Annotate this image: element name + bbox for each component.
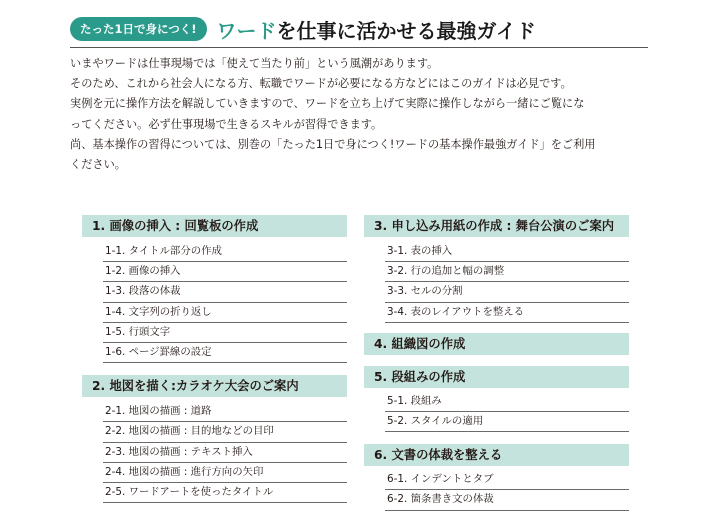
toc-item: 6-2. 箇条書き文の体裁 <box>385 490 629 510</box>
toc-item: 5-1. 段組み <box>385 392 629 412</box>
toc-item: 5-2. スタイルの適用 <box>385 412 629 432</box>
toc-item: 1-2. 画像の挿入 <box>103 262 347 282</box>
intro-text <box>70 54 670 175</box>
section-6-list <box>385 470 629 510</box>
intro-line: 尚、基本操作の習得については、別巻の「たった1日で身につく!ワードの基本操作最強ガイド」をご利用 <box>70 137 596 151</box>
toc-item: 1-6. ページ罫線の設定 <box>103 343 347 363</box>
section-5-list <box>385 392 629 432</box>
toc-item: 2-1. 地図の描画 : 道路 <box>103 402 347 422</box>
section-3-list <box>385 242 629 323</box>
intro-line: そのため、これから社会人になる方、転職でワードが必要になる方などにはこのガイドは必見です。 <box>70 77 572 91</box>
toc-item: 2-3. 地図の描画 : テキスト挿入 <box>103 443 347 463</box>
title-accent: ワード <box>216 18 277 43</box>
toc-item: 2-2. 地図の描画 : 目的地などの目印 <box>103 422 347 442</box>
section-1-heading: 1. 画像の挿入 : 回覧板の作成 <box>82 215 347 237</box>
toc-item: 1-4. 文字列の折り返し <box>103 303 347 323</box>
toc-item: 3-4. 表のレイアウトを整える <box>385 303 629 323</box>
header-rule <box>70 47 648 48</box>
section-2-heading: 2. 地図を描く:カラオケ大会のご案内 <box>82 375 347 397</box>
toc-item: 2-5. ワードアートを使ったタイトル <box>103 483 347 503</box>
page-header <box>70 12 648 46</box>
section-6-heading: 6. 文書の体裁を整える <box>364 444 629 466</box>
intro-line: ください。 <box>70 158 126 172</box>
section-5-heading: 5. 段組みの作成 <box>364 366 629 388</box>
toc-item: 1-3. 段落の体裁 <box>103 282 347 302</box>
toc-item: 1-5. 行頭文字 <box>103 323 347 343</box>
toc-item: 6-1. インデントとタブ <box>385 470 629 490</box>
toc-right-column <box>364 215 629 511</box>
intro-line: 実例を元に操作方法を解説していきますので、ワードを立ち上げて実際に操作しながら一緒にご覧にな <box>70 97 585 111</box>
toc-item: 1-1. タイトル部分の作成 <box>103 242 347 262</box>
header-badge: たった1日で身につく! <box>70 17 207 41</box>
toc-item: 3-1. 表の挿入 <box>385 242 629 262</box>
toc-item: 3-2. 行の追加と幅の調整 <box>385 262 629 282</box>
toc-left-column <box>82 215 347 503</box>
title-rest: を仕事に活かせる最強ガイド <box>276 18 536 43</box>
intro-line: いまやワードは仕事現場では「使えて当たり前」という風潮があります。 <box>70 57 439 70</box>
section-3-heading: 3. 申し込み用紙の作成 : 舞台公演のご案内 <box>364 215 629 237</box>
section-2-list <box>103 402 347 503</box>
section-4-heading: 4. 組織図の作成 <box>364 333 629 355</box>
toc-item: 3-3. セルの分割 <box>385 282 629 302</box>
page-title <box>217 15 536 44</box>
section-1-list <box>103 242 347 363</box>
intro-line: ってください。必ず仕事現場で生きるスキルが習得できます。 <box>70 117 383 131</box>
toc-item: 2-4. 地図の描画 : 進行方向の矢印 <box>103 463 347 483</box>
